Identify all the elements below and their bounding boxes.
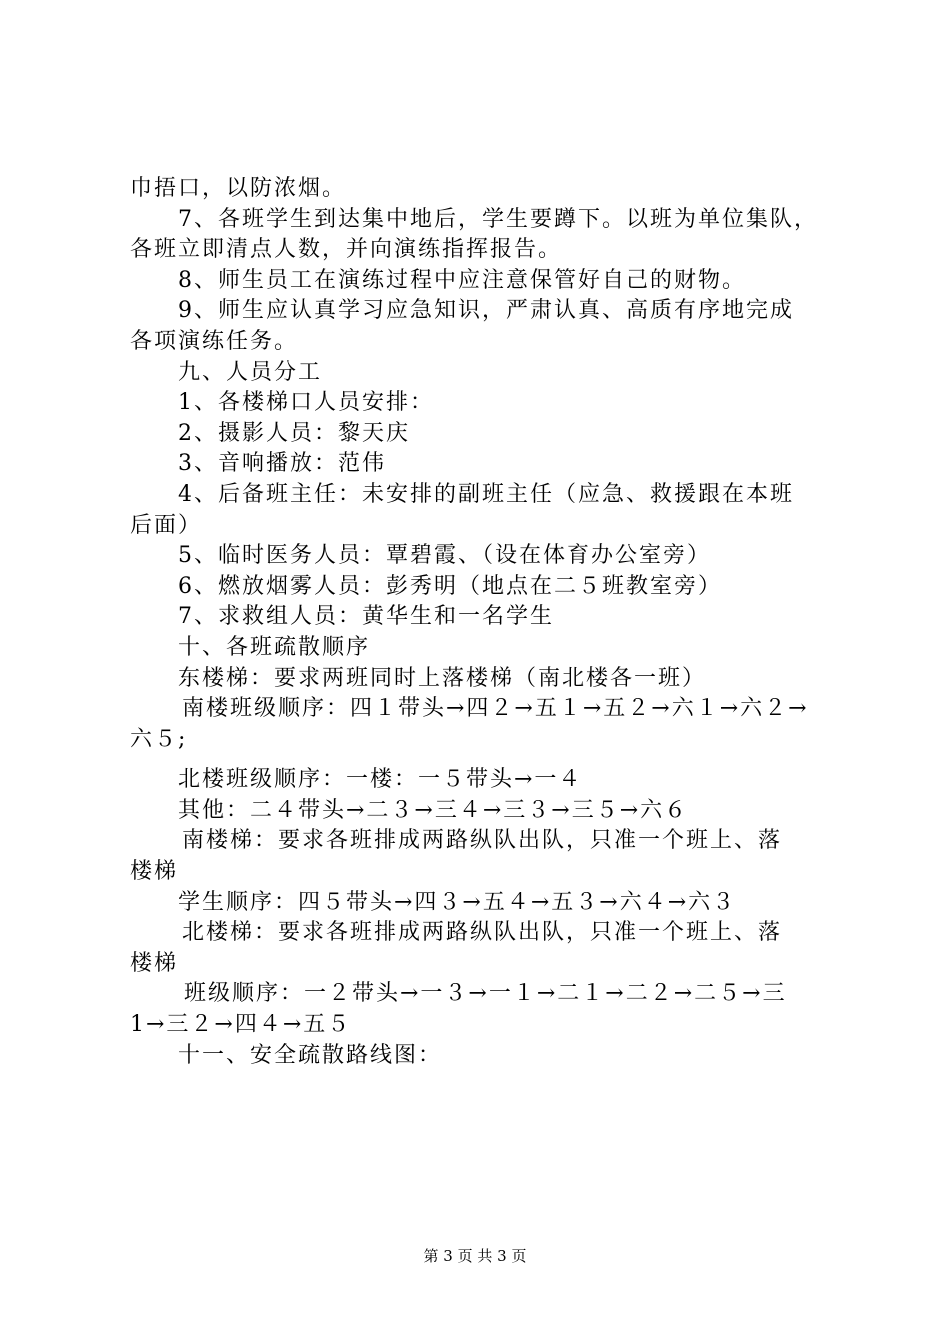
- text-line: 3、音响播放：范伟: [178, 451, 386, 477]
- text-line: 4、后备班主任：未安排的副班主任（应急、救援跟在本班: [178, 481, 794, 507]
- text-line: 6、燃放烟雾人员：彭秀明（地点在二５班教室旁）: [178, 573, 722, 599]
- text-line: 5、临时医务人员：覃碧霞、（设在体育办公室旁）: [178, 543, 711, 569]
- text-line: 北楼梯：要求各班排成两路纵队出队，只准一个班上、落: [182, 920, 783, 946]
- text-line: 南楼班级顺序：四１带头→四２→五１→五２→六１→六２→: [182, 696, 809, 722]
- section-heading: 九、人员分工: [178, 359, 323, 385]
- text-line: 后面）: [130, 512, 203, 538]
- text-line: 楼梯: [130, 950, 179, 976]
- text-line: 楼梯: [130, 859, 179, 885]
- text-line: 9、师生应认真学习应急知识，严肃认真、高质有序地完成: [178, 298, 794, 324]
- text-line: 其他：二４带头→二３→三４→三３→三５→六６: [178, 797, 689, 823]
- text-line: 南楼梯：要求各班排成两路纵队出队，只准一个班上、落: [182, 828, 783, 854]
- text-line: 8、师生员工在演练过程中应注意保管好自己的财物。: [178, 267, 746, 293]
- text-line: 1、各楼梯口人员安排：: [178, 390, 434, 416]
- text-line: 北楼班级顺序：一楼：一５带头→一４: [178, 767, 583, 793]
- text-line: 巾捂口，以防浓烟。: [130, 176, 347, 201]
- text-line: 7、求救组人员：黄华生和一名学生: [178, 604, 554, 630]
- text-line: 2、摄影人员：黎天庆: [178, 420, 410, 446]
- page-number-footer: 第 3 页 共 3 页: [423, 1247, 527, 1265]
- text-line: 六５;: [130, 726, 188, 752]
- text-line: 学生顺序：四５带头→四３→五４→五３→六４→六３: [178, 889, 737, 915]
- text-line: 各项演练任务。: [130, 328, 299, 354]
- text-line: 各班立即清点人数，并向演练指挥报告。: [130, 237, 563, 263]
- text-line: 东楼梯：要求两班同时上落楼梯（南北楼各一班）: [178, 665, 707, 691]
- section-heading: 十、各班疏散顺序: [178, 634, 371, 660]
- text-line: 7、各班学生到达集中地后，学生要蹲下。以班为单位集队，: [178, 206, 818, 232]
- text-line: 1→三２→四４→五５: [130, 1012, 352, 1038]
- section-heading: 十一、安全疏散路线图：: [178, 1042, 443, 1068]
- text-line: 班级顺序：一２带头→一３→一１→二１→二２→二５→三: [184, 981, 787, 1007]
- document-body: [130, 174, 836, 1071]
